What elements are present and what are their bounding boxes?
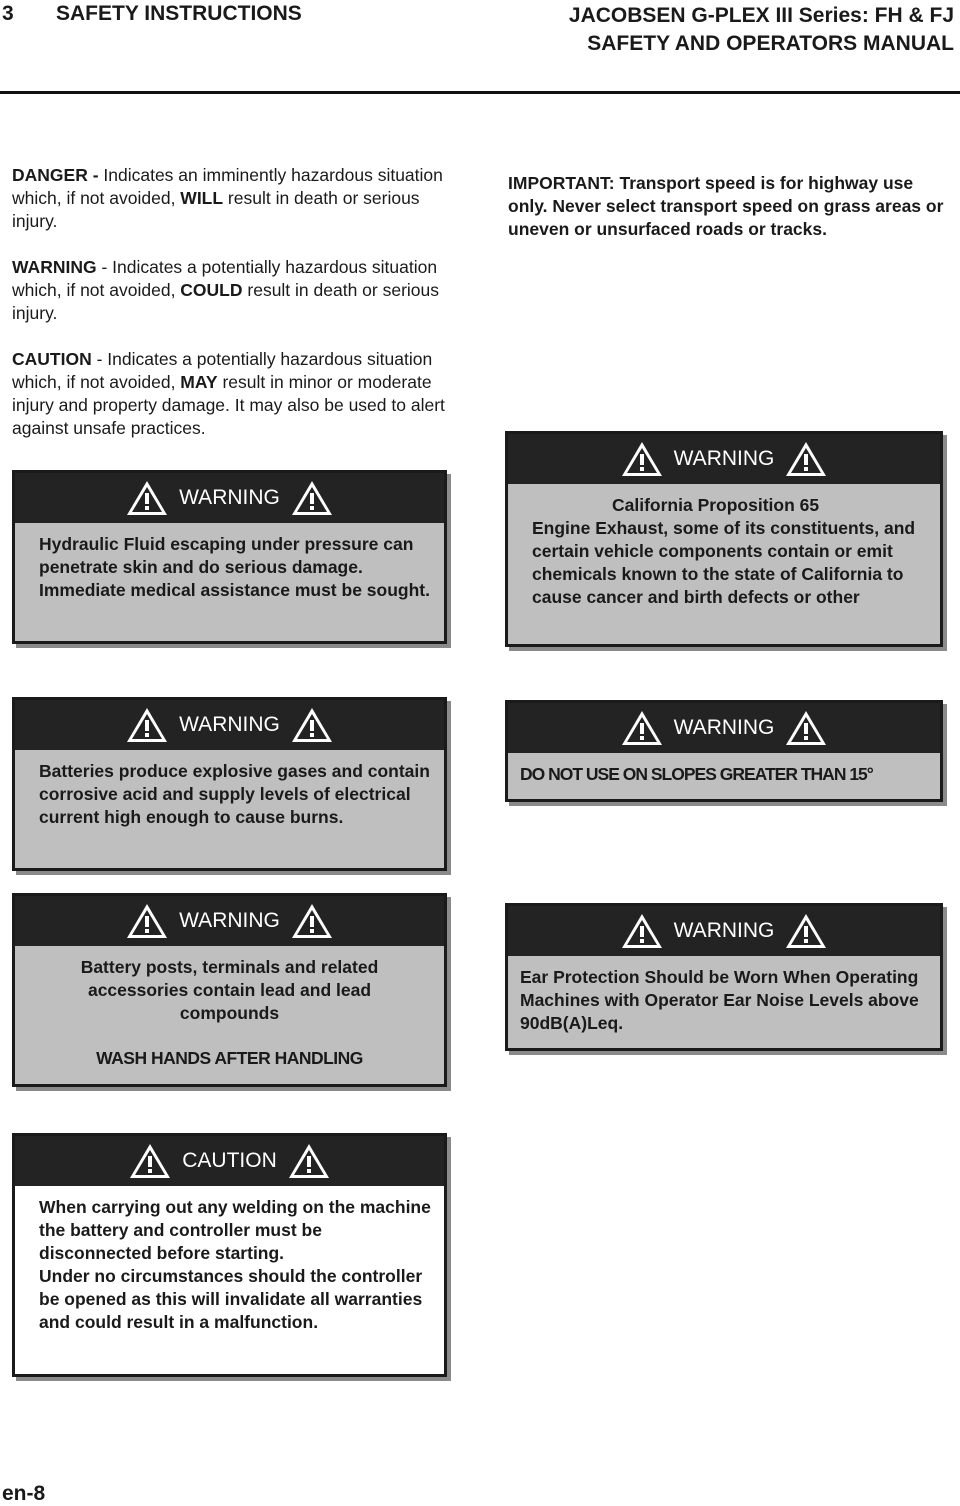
battery-posts-warning-box [12, 893, 447, 1087]
box-text: Hydraulic Fluid escaping under pressure can penetrate skin and do serious damage. Immediate medical assistance must be sought. [39, 534, 430, 600]
caution-definition [12, 348, 452, 440]
box-header [508, 703, 940, 753]
box-text: Batteries produce explosive gases and contain corrosive acid and supply levels of electrical current high enough to cause burns. [39, 761, 430, 827]
welding-text: When carrying out any welding on the machine the battery and controller must be disconnected before starting. [39, 1197, 431, 1263]
box-header [15, 1136, 444, 1186]
prop65-warning-box [505, 431, 943, 647]
slopes-warning-box [505, 700, 943, 802]
manual-title-line2: SAFETY AND OPERATORS MANUAL [587, 32, 954, 55]
header-rule [0, 91, 960, 94]
box-title: WARNING [179, 486, 280, 509]
box-text: Ear Protection Should be Worn When Operating Machines with Operator Ear Noise Levels above 90dB(A)Leq. [520, 967, 919, 1033]
warning-triangle-icon [784, 709, 828, 747]
warning-triangle-icon [125, 902, 169, 940]
danger-post: result in death or serious injury. [12, 188, 420, 231]
box-text: DO NOT USE ON SLOPES GREATER THAN 15° [520, 764, 873, 784]
page-number: 3 [2, 2, 14, 25]
prop65-text: Engine Exhaust, some of its constituents, and certain vehicle components contain or emit chemicals known to the state of California to cause cancer and birth defects or other [532, 518, 916, 607]
warning-key: COULD [180, 280, 243, 300]
wash-hands-text: WASH HANDS AFTER HANDLING [96, 1048, 363, 1068]
danger-definition [12, 164, 452, 233]
box-title: WARNING [179, 909, 280, 932]
warning-triangle-icon [784, 912, 828, 950]
prop65-heading: California Proposition 65 [612, 495, 820, 515]
warning-triangle-icon [287, 1142, 331, 1180]
danger-term: DANGER - [12, 165, 99, 185]
warning-triangle-icon [290, 902, 334, 940]
warning-triangle-icon [125, 706, 169, 744]
box-title: WARNING [673, 716, 775, 739]
warning-triangle-icon [125, 479, 169, 517]
box-header [508, 906, 940, 956]
warning-triangle-icon [620, 912, 664, 950]
caution-pre: - Indicates a potentially hazardous situation which, if not avoided, [12, 349, 433, 392]
battery-posts-text: Battery posts, terminals and related accessories contain lead and lead compounds [80, 957, 379, 1023]
caution-post: result in minor or moderate injury and property damage. It may also be used to alert against unsafe practices. [12, 372, 445, 438]
warning-definition [12, 256, 452, 325]
warning-triangle-icon [290, 479, 334, 517]
box-text [508, 484, 940, 619]
controller-text: Under no circumstances should the controller be opened as this will invalidate all warranties and could result in a malfunction. [39, 1266, 423, 1332]
warning-triangle-icon [620, 709, 664, 747]
danger-key: WILL [180, 188, 224, 208]
warning-triangle-icon [784, 440, 828, 478]
caution-term: CAUTION [12, 349, 92, 369]
manual-title-line1: JACOBSEN G-PLEX III Series: FH & FJ [568, 4, 954, 27]
box-title: WARNING [179, 713, 280, 736]
warning-triangle-icon [290, 706, 334, 744]
warning-pre: - Indicates a potentially hazardous situation which, if not avoided, [12, 257, 438, 300]
warning-post: result in death or serious injury. [12, 280, 440, 323]
box-header [15, 896, 444, 946]
box-title: CAUTION [182, 1149, 277, 1172]
batteries-warning-box [12, 697, 447, 871]
box-header [508, 434, 940, 484]
manual-title [569, 2, 954, 58]
caution-key: MAY [180, 372, 218, 392]
section-title: SAFETY INSTRUCTIONS [56, 2, 302, 25]
danger-pre: Indicates an imminently hazardous situation which, if not avoided, [12, 165, 443, 208]
hydraulic-warning-box [12, 470, 447, 644]
box-header [15, 700, 444, 750]
ear-protection-warning-box [505, 903, 943, 1051]
box-title: WARNING [673, 447, 775, 470]
page-footer-label: en-8 [2, 1482, 46, 1505]
box-text [15, 1186, 444, 1344]
warning-triangle-icon [620, 440, 664, 478]
important-note: IMPORTANT: Transport speed is for highway use only. Never select transport speed on grass areas or uneven or unsurfaced roads or tracks. [508, 173, 944, 239]
box-header [15, 473, 444, 523]
warning-triangle-icon [128, 1142, 172, 1180]
warning-term: WARNING [12, 257, 97, 277]
welding-caution-box [12, 1133, 447, 1377]
box-text [15, 946, 444, 1080]
box-title: WARNING [673, 919, 775, 942]
